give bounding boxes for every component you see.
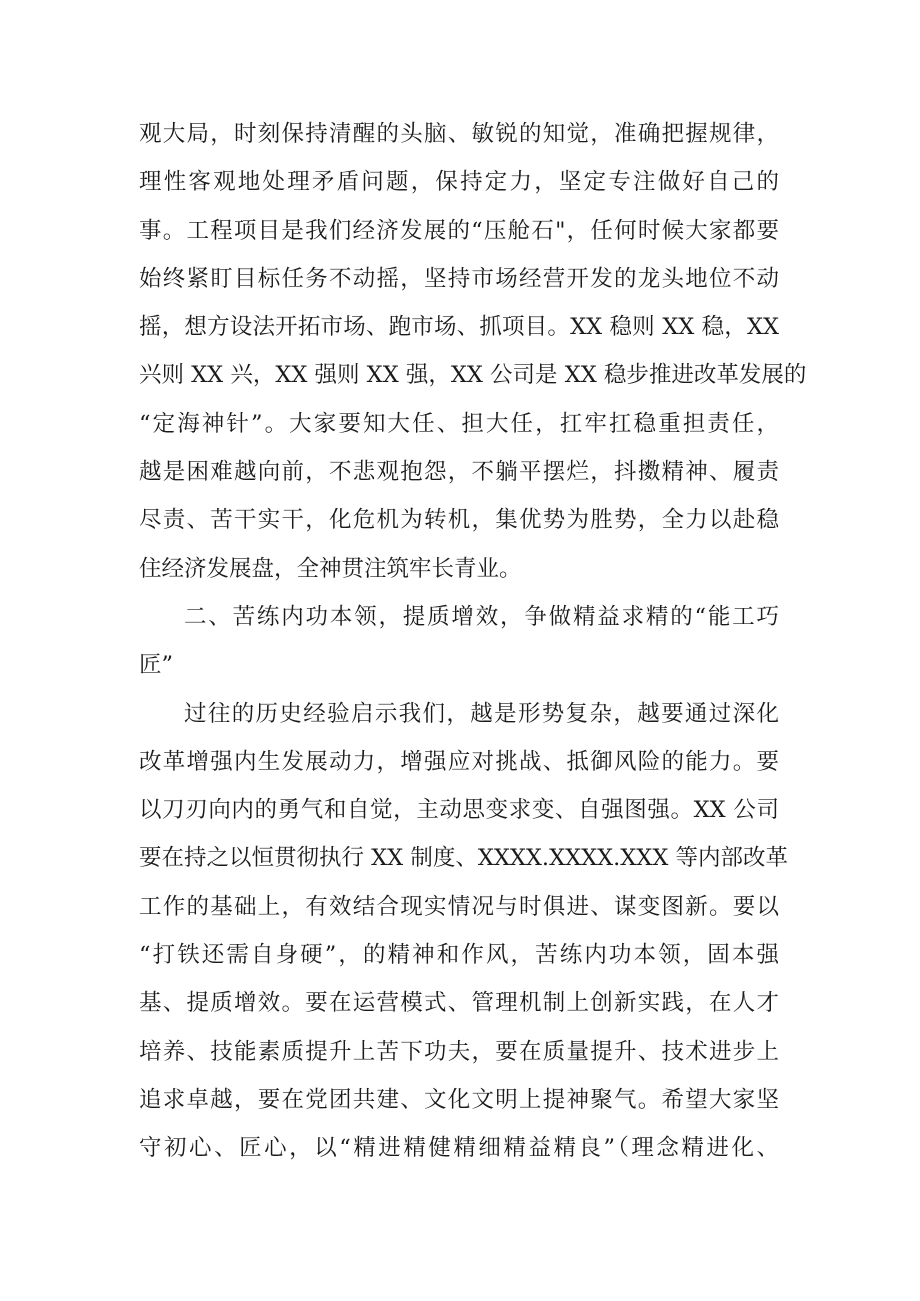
paragraph-line: 要在持之以恒贯彻执行 XX 制度、XXXX.XXXX.XXX 等内部改革 [139, 845, 788, 872]
paragraph-line: 摇，想方设法开拓市场、跑市场、抓项目。XX 稳则 XX 稳，XX [139, 314, 779, 341]
paragraph-line: 始终紧盯目标任务不动摇，坚持市场经营开发的龙头地位不动 [139, 265, 779, 292]
paragraph-line: 培养、技能素质提升上苦下功夫，要在质量提升、技术进步上 [139, 1038, 779, 1065]
paragraph-line: 工作的基础上，有效结合现实情况与时俱进、谋变图新。要以 [139, 893, 779, 920]
paragraph-line: 守初心、匠心，以“精进精健精细精益精良”（理念精进化、 [139, 1135, 779, 1162]
paragraph-line: “定海神针”。大家要知大任、担大任，扛牢扛稳重担责任， [139, 410, 779, 437]
paragraph-line: 越是困难越向前，不悲观抱怨，不躺平摆烂，抖擞精神、履责 [139, 459, 779, 486]
paragraph-line: 改革增强内生发展动力，增强应对挑战、抵御风险的能力。要 [139, 748, 779, 775]
paragraph-line: 基、提质增效。要在运营模式、管理机制上创新实践，在人才 [139, 990, 779, 1017]
paragraph-line: 追求卓越，要在党团共建、文化文明上提神聚气。希望大家坚 [139, 1086, 779, 1113]
paragraph-line: 理性客观地处理矛盾问题，保持定力，坚定专注做好自己的 [139, 169, 779, 196]
section-heading-line-last: 匠” [139, 652, 174, 679]
paragraph-line-last: 住经济发展盘，全神贯注筑牢长青业。 [139, 555, 522, 582]
paragraph-line: “打铁还需自身硬”，的精神和作风，苦练内功本领，固本强 [139, 942, 779, 969]
paragraph-line-first: 过往的历史经验启示我们，越是形势复杂，越要通过深化 [184, 700, 779, 727]
paragraph-line: 兴则 XX 兴，XX 强则 XX 强，XX 公司是 XX 稳步推进改革发展的 [139, 362, 807, 389]
paragraph-line: 尽责、苦干实干，化危机为转机，集优势为胜势，全力以赴稳 [139, 507, 779, 534]
document-body [139, 110, 807, 1173]
paragraph-line: 观大局，时刻保持清醒的头脑、敏锐的知觉，准确把握规律， [139, 121, 779, 147]
section-heading-line: 二、苦练内功本领，提质增效，争做精益求精的“能工巧 [184, 603, 779, 630]
paragraph-line: 以刀刃向内的勇气和自觉，主动思变求变、自强图强。XX 公司 [139, 797, 779, 824]
paragraph-line: 事。工程项目是我们经济发展的“压舱石"，任何时候大家都要 [139, 217, 779, 244]
